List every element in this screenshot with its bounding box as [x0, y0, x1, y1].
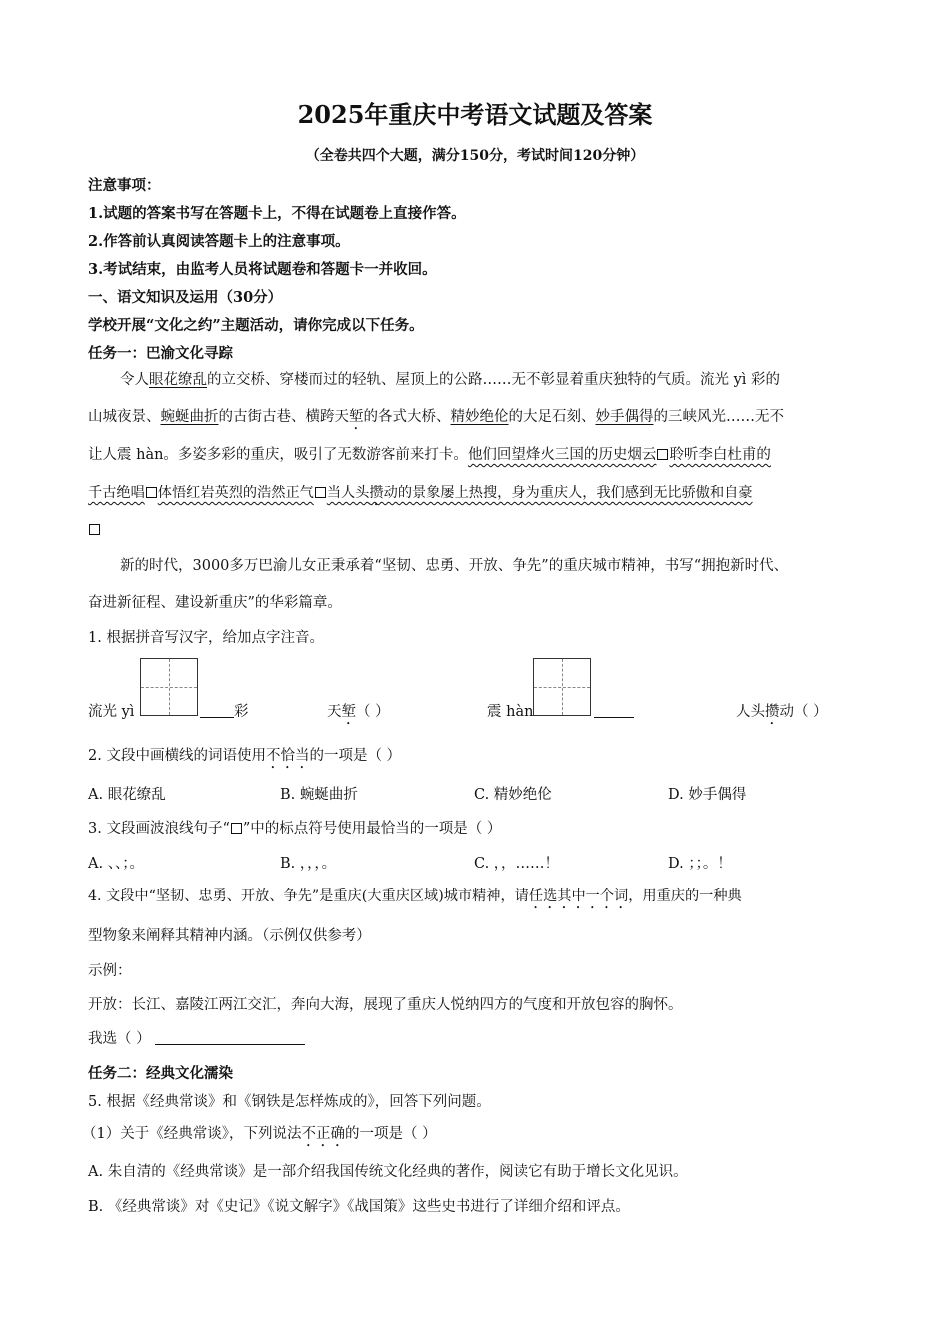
question-5: 5. 根据《经典常谈》和《钢铁是怎样炼成的》，回答下列问题。 — [88, 1094, 491, 1110]
example-text: 开放：长江、嘉陵江两江交汇，奔向大海，展现了重庆人悦纳四方的气度和开放包容的胸怀。 — [88, 997, 683, 1013]
blank-box — [146, 487, 157, 498]
passage-line: 让人震 hàn。多姿多彩的重庆，吸引了无数游客前来打卡。他们回望烽火三国的历史烟云 聆听李白杜甫的 — [88, 447, 771, 463]
question-2: 2. 文段中画横线的词语使用不恰当的一项是（ ） — [88, 748, 402, 764]
section-intro: 学校开展“文化之约”主题活动，请你完成以下任务。 — [88, 317, 424, 334]
dotted-char: 攒 — [765, 704, 780, 720]
character-grid-box[interactable] — [140, 658, 198, 716]
passage-line: 奋进新征程、建设新重庆”的华彩篇章。 — [88, 595, 342, 611]
note-item: 1.试题的答案书写在答题卡上，不得在试题卷上直接作答。 — [88, 205, 466, 222]
q1-item-c-tail — [594, 702, 634, 722]
passage-line: 令人眼花缭乱的立交桥、穿楼而过的轻轨、屋顶上的公路……无不彰显着重庆独特的气质。流光 yì 彩的 — [120, 372, 781, 388]
passage-line — [88, 475, 868, 512]
wavy-sentence: 他们回望烽火三国的历史烟云 聆听李白杜甫的 — [467, 447, 771, 463]
underlined-word: 眼花缭乱 — [149, 372, 207, 388]
q1-item-a: 流光 yì — [88, 704, 135, 720]
task-heading: 任务二：经典文化濡染 — [88, 1065, 233, 1082]
passage-line: 新的时代，3000多万巴渝儿女正秉承着“坚韧、忠勇、开放、争先”的重庆城市精神，书写“拥抱新时代、 — [120, 558, 789, 574]
option-a[interactable]: A. 朱自清的《经典常谈》是一部介绍我国传统文化经典的著作，阅读它有助于增长文化见识。 — [88, 1164, 688, 1180]
question-3: 3. 文段画波浪线句子“ ”中的标点符号使用最恰当的一项是（ ） — [88, 821, 502, 837]
answer-blank[interactable] — [594, 703, 634, 718]
choose-line: 我选（ ） — [88, 1029, 305, 1049]
answer-blank[interactable] — [155, 1030, 305, 1045]
underlined-word: 蜿蜒曲折 — [160, 409, 219, 425]
dotted-char: 攒 — [369, 485, 384, 501]
question-4-cont: 型物象来阐释其精神内涵。（示例仅供参考） — [88, 928, 371, 944]
dotted-char: 堑 — [341, 704, 356, 720]
option-b[interactable]: B. ，，，。 — [280, 856, 337, 872]
section-heading: 一、语文知识及运用（30分） — [88, 289, 283, 306]
question-4: 4. 文段中“坚韧、忠勇、开放、争先”是重庆(大重庆区域)城市精神，请任选其中一个词，用重庆的一种典 — [88, 888, 742, 904]
underlined-word: 精妙绝伦 — [450, 409, 509, 425]
note-item: 2.作答前认真阅读答题卡上的注意事项。 — [88, 233, 350, 250]
question-1: 1. 根据拼音写汉字，给加点字注音。 — [88, 630, 324, 646]
notes-heading: 注意事项： — [88, 177, 161, 194]
q1-item-b: 天堑（ ） — [327, 704, 390, 720]
task-heading: 任务一：巴渝文化寻踪 — [88, 345, 233, 362]
passage-line: 山城夜景、蜿蜒曲折的古街古巷、横跨天堑的各式大桥、精妙绝伦的大足石刻、妙手偶得的三峡风光……无不 — [88, 409, 784, 425]
blank-box — [231, 823, 242, 834]
q1-item-a-tail: 彩 — [200, 702, 249, 722]
blank-box — [657, 449, 668, 460]
note-item: 3.考试结束，由监考人员将试题卷和答题卡一并收回。 — [88, 261, 437, 278]
page-title: 2025年重庆中考语文试题及答案 — [297, 100, 653, 129]
option-d[interactable]: D. 妙手偶得 — [668, 787, 747, 803]
option-d[interactable]: D. ；；。！ — [668, 856, 732, 872]
q1-item-c: 震 hàn — [487, 704, 534, 720]
answer-blank[interactable] — [200, 703, 234, 718]
wavy-sentence: 千古绝唱 体悟红岩英烈的浩然正气 当人头攒动的景象屡上热搜，身为重庆人，我们感到无比骄傲和自豪 — [88, 485, 753, 501]
question-5-sub1: （1）关于《经典常谈》，下列说法不正确的一项是（ ） — [82, 1126, 437, 1142]
option-c[interactable]: C. ，，……！ — [474, 856, 560, 872]
character-grid-box[interactable] — [533, 658, 591, 716]
option-c[interactable]: C. 精妙绝伦 — [474, 787, 552, 803]
underlined-word: 妙手偶得 — [595, 409, 654, 425]
option-a[interactable]: A. 、、；。 — [88, 856, 144, 872]
q1-item-d: 人头攒动（ ） — [736, 704, 828, 720]
dotted-char: 堑 — [349, 409, 364, 425]
page-subtitle: （全卷共四个大题，满分150分，考试时间120分钟） — [305, 148, 645, 164]
passage-line — [88, 512, 868, 549]
option-b[interactable]: B. 蜿蜒曲折 — [280, 787, 358, 803]
example-label: 示例： — [88, 963, 132, 979]
option-b[interactable]: B. 《经典常谈》对《史记》《说文解字》《战国策》这些史书进行了详细介绍和评点。 — [88, 1199, 630, 1215]
blank-box — [89, 524, 100, 535]
blank-box — [315, 487, 326, 498]
option-a[interactable]: A. 眼花缭乱 — [88, 787, 166, 803]
